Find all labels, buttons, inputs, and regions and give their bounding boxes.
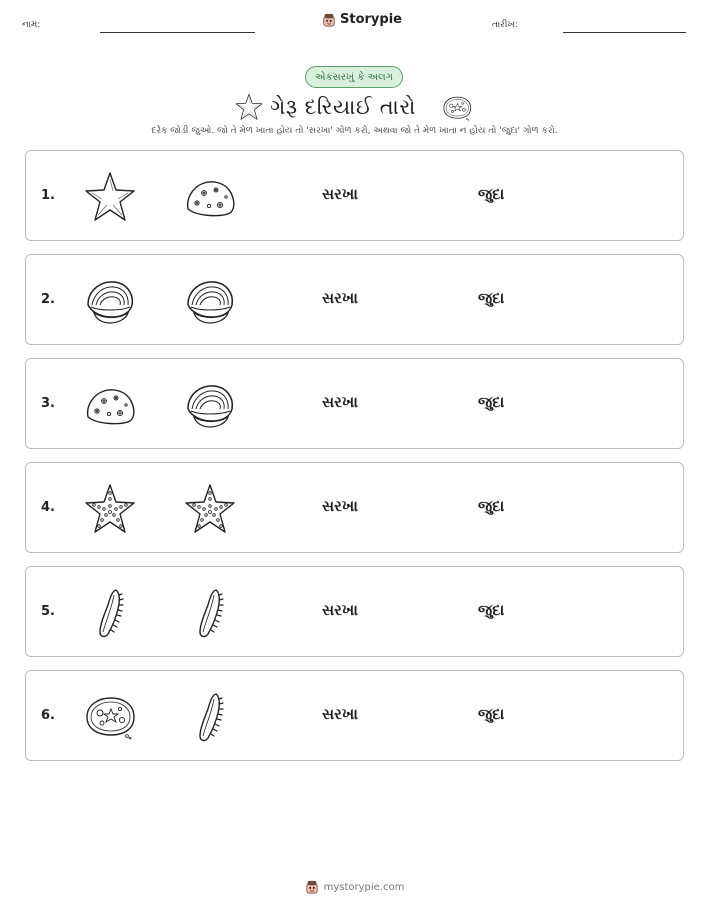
date-line[interactable] [563,32,686,33]
different-option[interactable]: જુદા [478,289,505,307]
clam-shell-icon [182,273,238,329]
different-option[interactable]: જુદા [478,601,505,619]
storypie-mascot-icon [322,13,336,27]
different-option[interactable]: જુદા [478,185,505,203]
different-option[interactable]: જુદા [478,497,505,515]
sea-cucumber-icon [82,585,138,641]
starfish-icon [234,92,264,122]
dotted-starfish-icon [82,481,138,537]
question-row [25,254,684,345]
question-number: 5. [41,604,55,619]
storypie-mascot-icon [305,880,319,894]
same-option[interactable]: સરખા [322,185,358,203]
date-label: તારીખ: [492,20,518,30]
tide-pool-icon [82,689,138,745]
sea-cucumber-icon [182,585,238,641]
sea-cucumber-icon [182,689,238,745]
question-number: 2. [41,292,55,307]
different-option[interactable]: જુદા [478,393,505,411]
question-row [25,150,684,241]
page-title: ગેરૂ દરિયાઈ તારો [270,95,416,119]
same-option[interactable]: સરખા [322,705,358,723]
different-option[interactable]: જુદા [478,705,505,723]
title-row [0,90,709,124]
clam-shell-icon [82,273,138,329]
worksheet-type-badge: એકસરખું કે અલગ [305,66,403,88]
question-number: 3. [41,396,55,411]
question-row [25,566,684,657]
dotted-starfish-icon [182,481,238,537]
question-row [25,358,684,449]
footer-url[interactable]: mystorypie.com [323,881,405,893]
same-option[interactable]: સરખા [322,601,358,619]
question-row [25,462,684,553]
same-option[interactable]: સરખા [322,289,358,307]
clam-shell-icon [182,377,238,433]
same-option[interactable]: સરખા [322,393,358,411]
spotted-rock-icon [82,377,138,433]
brand-logo [322,12,402,27]
name-label: નામ: [22,20,41,30]
starfish-icon [82,169,138,225]
instructions: દરેક જોડી જુઓ. જો તે મેળ ખાતા હોય તો 'સરખા' ગોળ કરો, અથવા જો તે મેળ ખાતા ન હોય તો 'જુદા' ગોળ કરો. [151,126,558,136]
same-option[interactable]: સરખા [322,497,358,515]
spotted-rock-icon [182,169,238,225]
brand-name: Storypie [340,12,402,27]
question-row [25,670,684,761]
tide-pool-icon [441,92,473,124]
footer [0,880,709,894]
name-line[interactable] [100,32,255,33]
question-number: 6. [41,708,55,723]
question-number: 1. [41,188,55,203]
question-number: 4. [41,500,55,515]
